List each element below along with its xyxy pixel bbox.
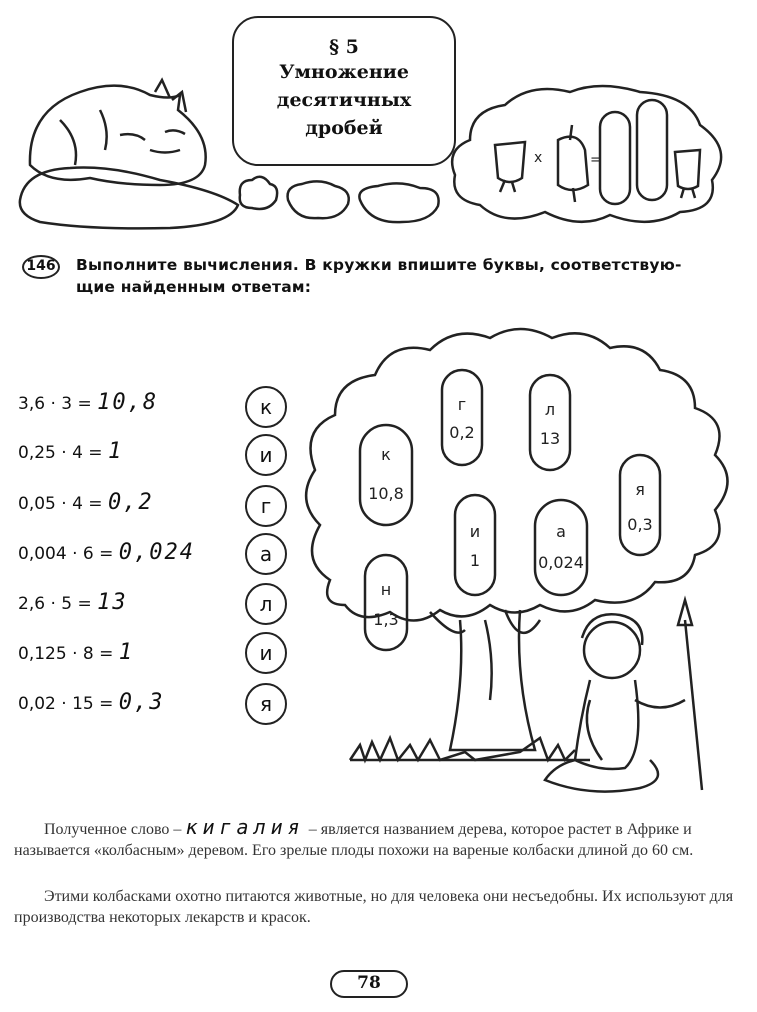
handwritten-word: кигалия (185, 815, 305, 839)
answer-letter-circle: к (245, 386, 287, 428)
task-line-1: Выполните вычисления. В кружки впишите буквы, соответствую- (76, 256, 682, 274)
sausage-letter: я (635, 480, 645, 499)
handwritten-answer: 1 (107, 439, 124, 464)
paragraph-2: Этими колбасками охотно питаются животные, но для человека они несъедобны. Их используют для производства некоторых лекарств и красок. (14, 888, 734, 926)
sausage-tree-illustration (290, 320, 750, 810)
page-number: 78 (330, 970, 408, 998)
equation-expression: 0,25 · 4 = (18, 443, 103, 463)
equation-row (18, 390, 158, 415)
sausage-icon (600, 112, 630, 204)
equation-row (18, 540, 195, 565)
equation-expression: 3,6 · 3 = (18, 394, 92, 414)
answer-letter-circle: и (245, 632, 287, 674)
sausage-fruit-icon (535, 500, 587, 595)
equation-row (18, 439, 123, 464)
paragraph-1-rest: дерева, которое растет в Африке и называется «колбасным» деревом. Его зрелые плоды похожи на вареные колбаски длиной до 60 см. (14, 821, 694, 859)
equation-expression: 0,004 · 6 = (18, 544, 114, 564)
answer-letter-circle: я (245, 683, 287, 725)
sausage-letter: г (457, 395, 467, 414)
sausage-letter: н (380, 580, 392, 599)
task-line-2: щие найденным ответам: (76, 278, 312, 296)
handwritten-answer: 13 (97, 590, 128, 615)
task-instruction (76, 254, 746, 298)
candy-icon (558, 137, 588, 190)
sausage-value: 0,2 (449, 423, 475, 442)
answer-letter-circle: а (245, 533, 287, 575)
section-title-box (232, 16, 456, 166)
sausage-fruit-icon (530, 375, 570, 470)
section-number: § 5 (329, 36, 359, 58)
equation-row (18, 690, 165, 715)
sausage-letter: л (544, 400, 556, 419)
equation-row (18, 590, 128, 615)
equation-expression: 0,02 · 15 = (18, 694, 114, 714)
paragraph-1-start: Полученное слово – (44, 821, 182, 838)
paragraph-1 (14, 817, 744, 861)
handwritten-answer: 0,024 (118, 540, 195, 565)
task-number: 146 (22, 255, 60, 279)
sausage-fruit-icon (365, 555, 407, 650)
sausage-fruit-icon (442, 370, 482, 465)
sausage-fruit-icon (455, 495, 495, 595)
cup-icon (495, 142, 525, 182)
sleeping-cat-icon (20, 80, 238, 228)
sausage-letter: и (469, 522, 481, 541)
sausage-fruit-icon (360, 425, 412, 525)
tree-canopy-icon (306, 329, 727, 621)
cup-icon (675, 150, 700, 189)
paragraph-1-after: – является названием (308, 821, 455, 838)
sausage-value: 0,024 (538, 553, 584, 572)
handwritten-answer: 0,3 (118, 690, 165, 715)
sausage-value: 10,8 (368, 484, 404, 503)
handwritten-answer: 1 (118, 640, 134, 665)
equation-row (18, 490, 154, 515)
title-line-1: Умножение (279, 61, 409, 83)
equation-expression: 2,6 · 5 = (18, 594, 92, 614)
handwritten-answer: 0,2 (107, 490, 154, 515)
sausage-letter: а (556, 522, 566, 541)
equation-expression: 0,125 · 8 = (18, 644, 114, 664)
sausage-value: 13 (539, 429, 561, 448)
title-line-3: дробей (305, 117, 383, 139)
cloud-times-sign: x (534, 150, 543, 166)
handwritten-answer: 10,8 (97, 390, 159, 415)
answer-letter-circle: г (245, 485, 287, 527)
child-with-spear-icon (545, 600, 702, 792)
answer-letter-circle: л (245, 583, 287, 625)
sausage-letter: к (381, 445, 391, 464)
sausage-value: 1 (469, 551, 481, 570)
sausage-icon (637, 100, 667, 200)
equation-row (18, 640, 134, 665)
sausage-value: 0,3 (627, 515, 653, 534)
title-line-2: десятичных (276, 89, 412, 111)
sausage-fruit-icon (620, 455, 660, 555)
sausage-value: 1,3 (373, 610, 399, 629)
equation-expression: 0,05 · 4 = (18, 494, 103, 514)
answer-letter-circle: и (245, 434, 287, 476)
cloud-equals-sign: = (590, 152, 602, 168)
